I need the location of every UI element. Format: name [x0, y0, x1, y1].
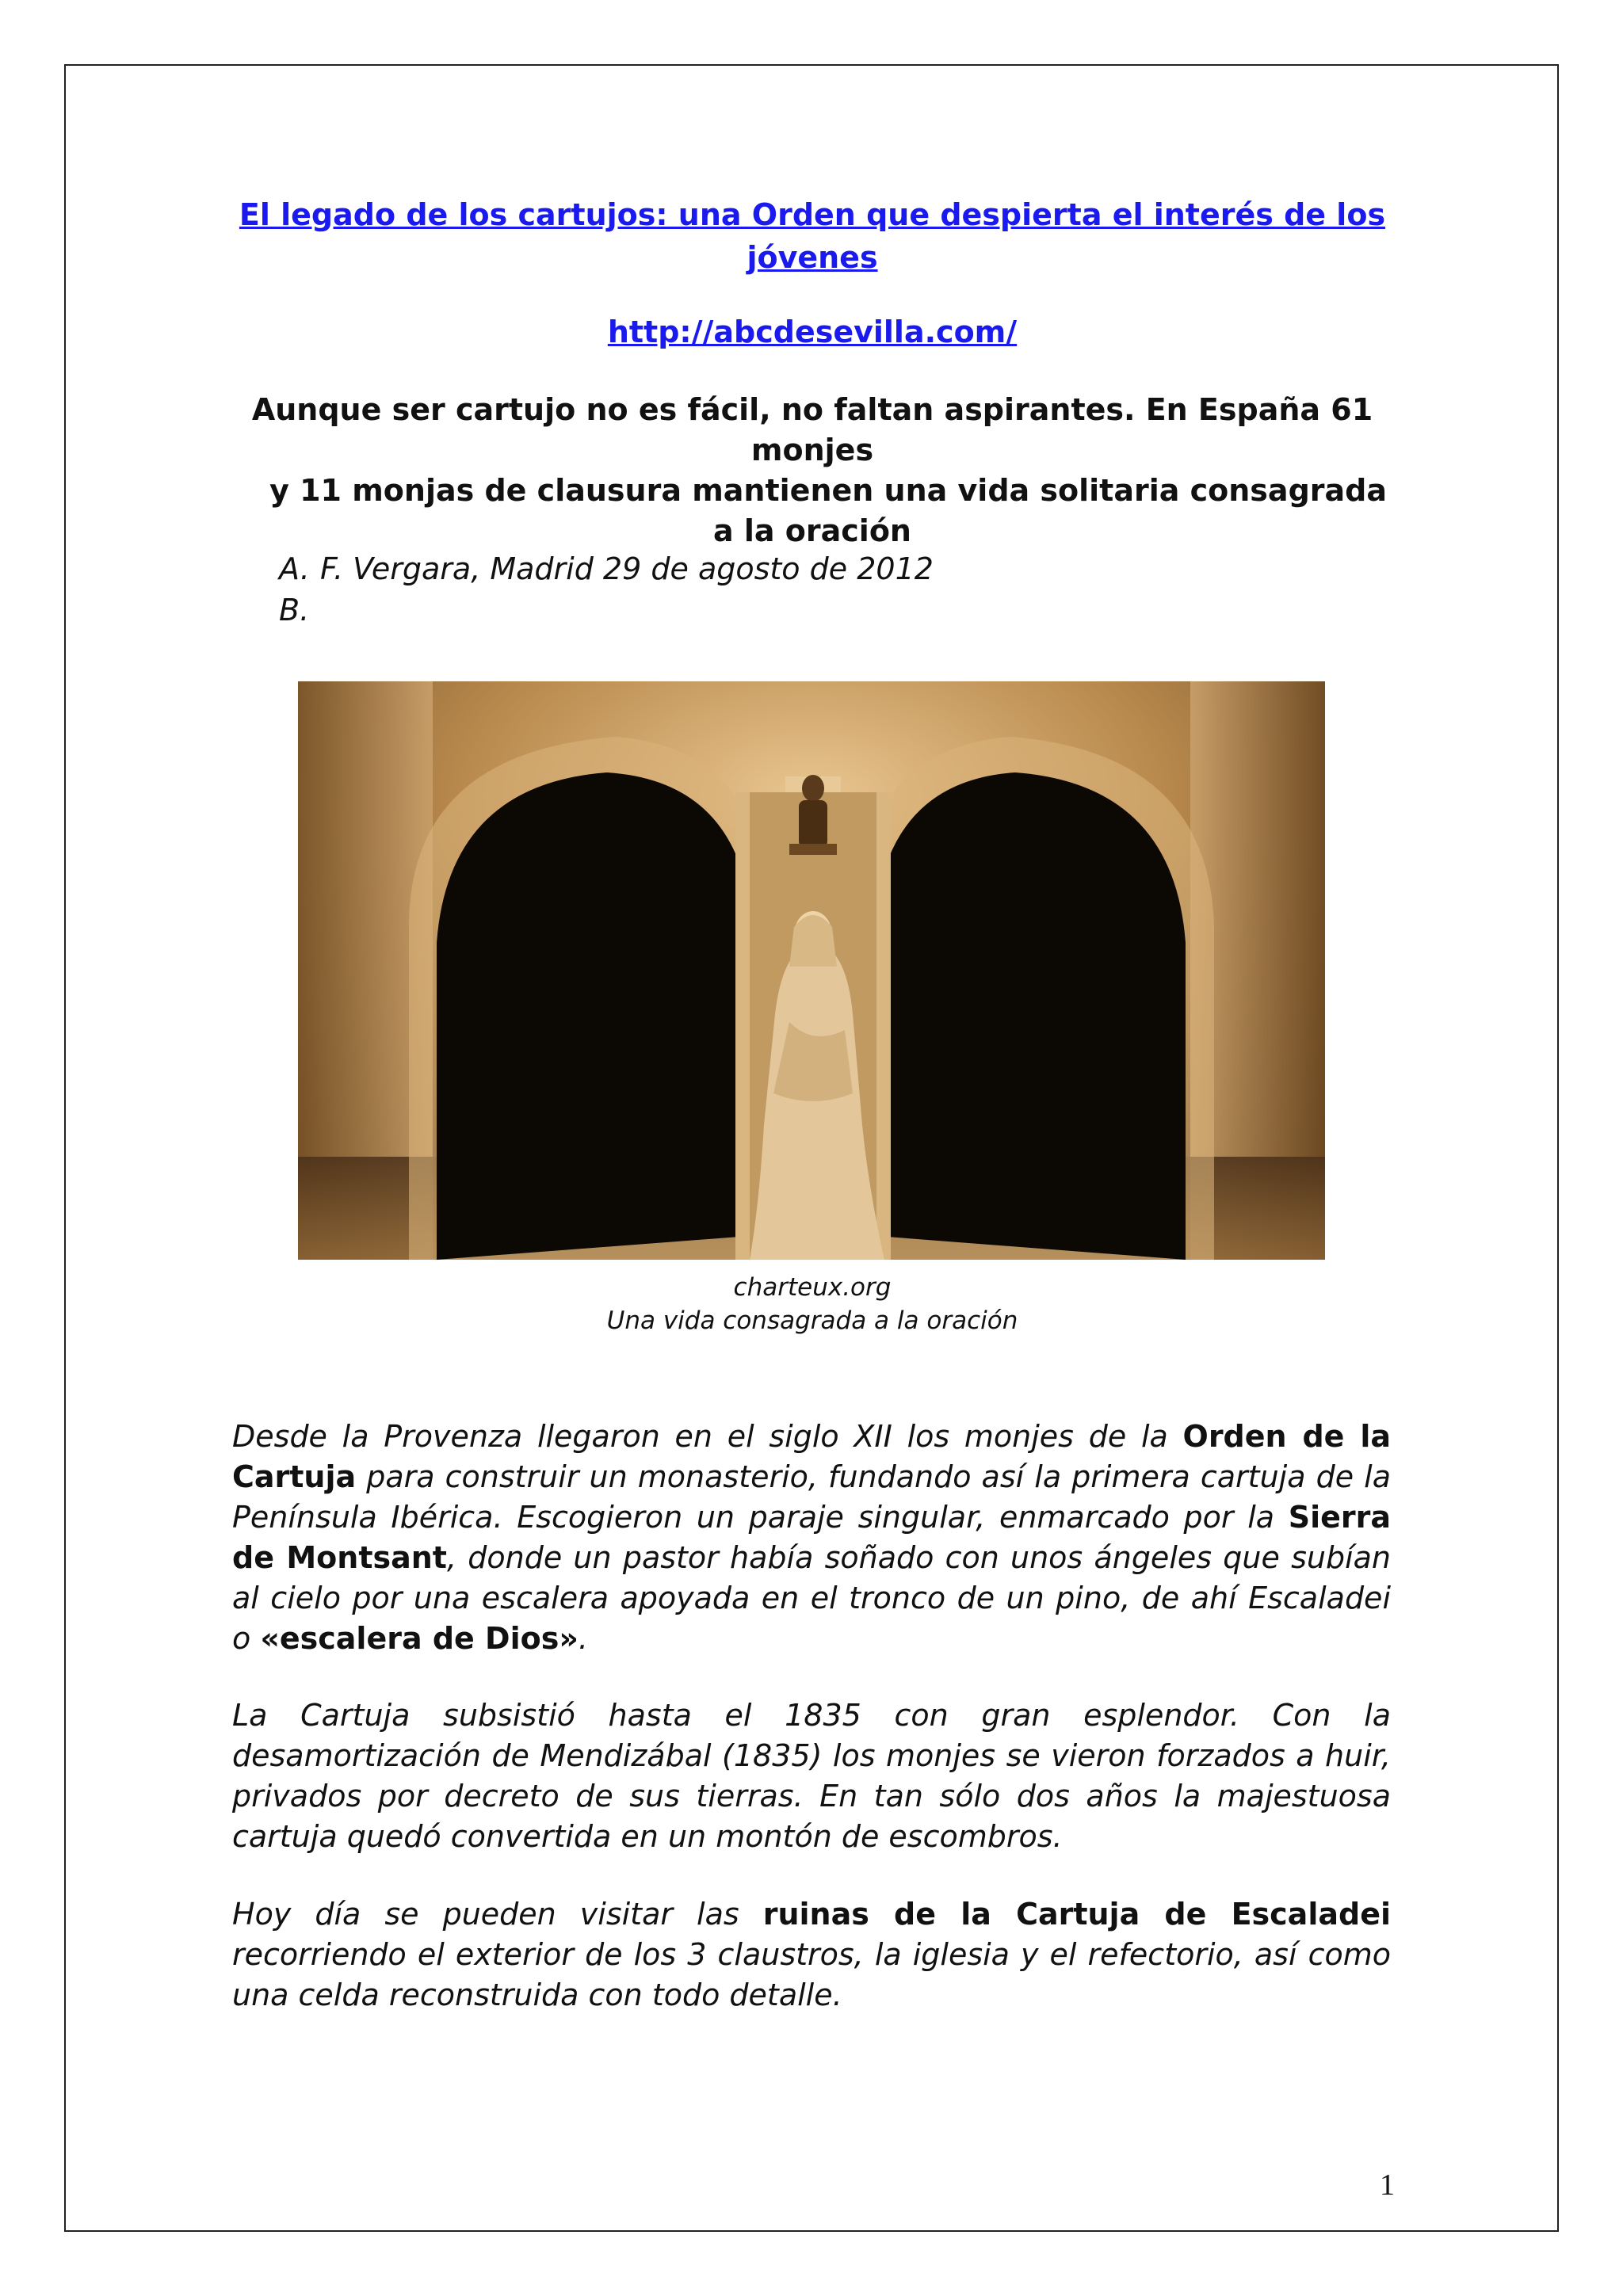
subtitle-line-2: y 11 monjas de clausura mantienen una vida solitaria consagrada [269, 473, 1387, 508]
byline-item [279, 548, 934, 589]
paragraph-text: para construir un monasterio, fundando así la primera cartuja de la Península Ibérica. Escogieron un paraje singular, enmarcado por la [232, 1459, 1391, 1535]
subtitle-line-1: Aunque ser cartujo no es fácil, no faltan aspirantes. En España 61 monjes [251, 392, 1373, 467]
byline-item [279, 589, 934, 631]
paragraph-text: , donde un pastor había soñado con unos ángeles que subían al cielo por una escalera apoyada en el tronco de un pino, de ahí Escaladei o [232, 1540, 1391, 1656]
bold-phrase: «escalera de Dios» [260, 1621, 579, 1656]
list-marker: A. [279, 551, 310, 586]
bold-phrase: Orden de la Cartuja [232, 1419, 1391, 1494]
photo-credit: charteux.org [733, 1273, 892, 1302]
paragraph-text: . [578, 1621, 588, 1656]
byline-author-date: F. Vergara, Madrid 29 de agosto de 2012 [320, 551, 934, 586]
paragraph-3 [232, 1894, 1391, 2016]
article-title-link[interactable]: El legado de los cartujos: una Orden que despierta el interés de los jóvenes [239, 197, 1386, 275]
page-number: 1 [1380, 2168, 1395, 2202]
paragraph-2: La Cartuja subsistió hasta el 1835 con gran esplendor. Con la desamortización de Mendizábal (1835) los monjes se vieron forzados a huir, privados por decreto de sus tierras. En tan sólo dos años la majestuosa cartuja quedó convertida en un montón de escombros. [232, 1698, 1391, 1854]
bold-phrase: ruinas de la Cartuja de Escaladei [762, 1897, 1391, 1932]
paragraph-text: recorriendo el exterior de los 3 claustros, la iglesia y el refectorio, así como una celda reconstruida con todo detalle. [232, 1937, 1391, 2012]
photo-caption-text: Una vida consagrada a la oración [606, 1306, 1018, 1335]
bold-phrase: Sierra de Montsant [232, 1500, 1391, 1575]
article-subtitle [230, 390, 1395, 551]
monk-praying-photo [298, 681, 1325, 1260]
subtitle-line-3: a la oración [713, 513, 911, 548]
article-title [238, 193, 1387, 279]
paragraph-text: Hoy día se pueden visitar las [232, 1897, 763, 1932]
paragraph-text: Desde la Provenza llegaron en el siglo XII los monjes de la [232, 1419, 1183, 1454]
article-photo [298, 681, 1325, 1260]
byline-list [279, 548, 934, 631]
source-url-link[interactable]: http://abcdesevilla.com/ [607, 315, 1018, 349]
paragraph-1 [232, 1417, 1391, 1659]
photo-caption [238, 1271, 1387, 1337]
list-marker: B. [279, 593, 310, 627]
source-url [238, 311, 1387, 353]
